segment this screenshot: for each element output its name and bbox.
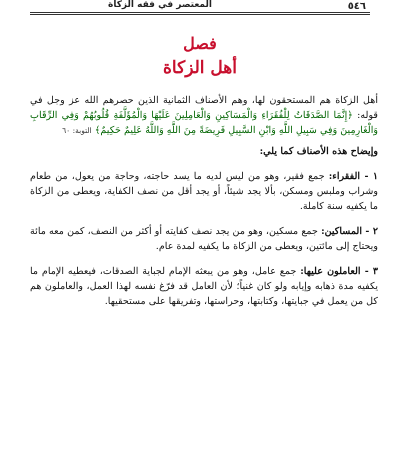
intro-text: أهل الزكاة هم المستحقون لها، وهم الأصناف الثمانية الذين حصرهم الله عز وجل في قوله:: [30, 95, 378, 121]
header-rule-double: [30, 14, 370, 15]
subheading: وإيضاح هذه الأصناف كما يلي:: [259, 146, 378, 157]
verse-reference: التوبة: ٦٠: [62, 126, 92, 135]
intro-paragraph: [30, 93, 378, 138]
section-title: فصل: [183, 34, 217, 53]
item-text: جمع فقير، وهو من ليس لديه ما يسد حاجته، وحاجة من يعول، من طعام وشراب وملبس ومسكن، بألا يجد شيئاً، أو يجد أقل من نصف الكفاية، ويعطى من الزكاة ما يكفيه سنة كاملة.: [30, 171, 378, 212]
item-text: جمع مسكين، وهو من يجد نصف كفايته أو أكثر من النصف، كمن معه مائة ويحتاج إلى مائتين، ويعطى من الزكاة ما يكفيه لمدة عام.: [30, 226, 378, 252]
running-title: المعتصر في فقه الزكاة: [108, 0, 212, 10]
header-rule: [30, 12, 370, 13]
item-masakin: [30, 224, 378, 254]
quran-verse: ﴿إِنَّمَا الصَّدَقَاتُ لِلْفُقَرَاءِ وَالْمَسَاكِينِ وَالْعَامِلِينَ عَلَيْهَا وَالْمُؤَلَّفَةِ قُلُوبُهُمْ وَفِي الرِّقَابِ وَالْغَارِمِينَ وَفِي سَبِيلِ اللَّهِ وَابْنِ السَّبِيلِ فَرِيضَةً مِنَ اللَّهِ وَاللَّهُ عَلِيمٌ حَكِيمٌ﴾: [30, 110, 378, 136]
page-number: ٥٤٦: [347, 1, 366, 12]
chapter-title: أهل الزكاة: [163, 58, 237, 78]
item-fuqara: [30, 169, 378, 214]
item-amilin: [30, 264, 378, 309]
item-label: ٢ - المساكين:: [321, 226, 378, 237]
page-header: [0, 0, 400, 14]
item-label: ٣ - العاملون عليها:: [300, 266, 378, 277]
item-text: جمع عامل، وهو من يبعثه الإمام لجباية الصدقات، فيعطيه الإمام ما يكفيه مدة ذهابه وإيابه ولو كان غنياً؛ لأن العامل قد فرّغ نفسه لهذا العمل، والعاملون هم كل من يعمل في جبايتها، وكتابتها، وحراستها، وتفريقها على مستحقيها.: [30, 266, 378, 307]
body-text: [30, 93, 378, 315]
item-label: ١ - الفقراء:: [328, 171, 378, 182]
